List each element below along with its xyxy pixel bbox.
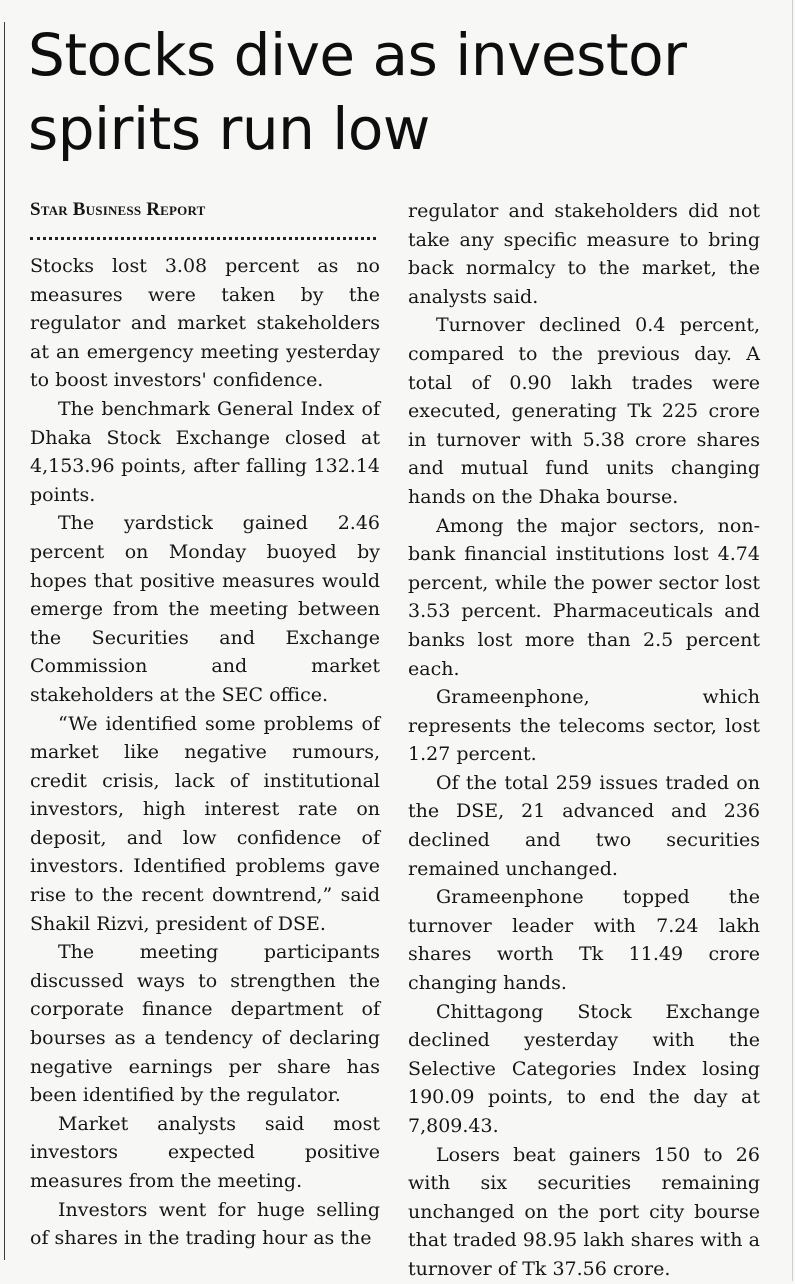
paragraph: Market analysts said most investors expected positive measures from the meeting. xyxy=(30,1112,380,1192)
paragraph: The yardstick gained 2.46 percent on Monday buoyed by hopes that positive measures would emerge from the meeting between the Securities and Exchange Commission and market stakeholders at the SEC office. xyxy=(30,512,380,706)
paragraph: Chittagong Stock Exchange declined yesterday with the Selective Categories Index losing 190.09 points, to end the day at 7,809.43. xyxy=(408,1000,760,1137)
paragraph: regulator and stakeholders did not take any specific measure to bring back normalcy to the market, the analysts said. xyxy=(408,200,760,308)
paragraph: Among the major sectors, non-bank financial institutions lost 4.74 percent, while the power sector lost 3.53 percent. Pharmaceuticals and banks lost more than 2.5 percent each. xyxy=(408,514,760,680)
byline-dotted-divider xyxy=(30,229,376,240)
byline: Star Business Report xyxy=(30,199,206,220)
paragraph: Grameenphone topped the turnover leader with 7.24 lakh shares worth Tk 11.49 crore changing hands. xyxy=(408,886,760,995)
paragraph: Grameenphone, which represents the telecoms sector, lost 1.27 percent. xyxy=(408,686,760,766)
paragraph: The benchmark General Index of Dhaka Stock Exchange closed at 4,153.96 points, after falling 132.14 points. xyxy=(30,397,380,506)
paragraph: Investors went for huge selling of shares in the trading hour as the xyxy=(30,1198,380,1250)
paragraph: The meeting participants discussed ways to strengthen the corporate finance department of bourses as a tendency of declaring negative earnings per share has been identified by the regulator. xyxy=(30,941,380,1107)
paragraph: Of the total 259 issues traded on the DSE, 21 advanced and 236 declined and two securities remained unchanged. xyxy=(408,771,760,880)
left-column xyxy=(30,197,380,1267)
paragraph: Losers beat gainers 150 to 26 with six securities remaining unchanged on the port city bourse that traded 98.95 lakh shares with a turnover of Tk 37.56 crore. xyxy=(408,1143,760,1280)
right-edge-rule xyxy=(792,0,793,1281)
paragraph: Stocks lost 3.08 percent as no measures were taken by the regulator and market stakeholders at an emergency meeting yesterday to boost investors' confidence. xyxy=(30,255,380,392)
headline: Stocks dive as investor spirits run low xyxy=(28,21,687,163)
right-column xyxy=(408,197,760,1280)
paragraph: Turnover declined 0.4 percent, compared to the previous day. A total of 0.90 lakh trades were executed, generating Tk 225 crore in turnover with 5.38 crore shares and mutual fund units changing hands on the Dhaka bourse. xyxy=(408,314,760,508)
left-column-rule xyxy=(4,22,5,1260)
paragraph: “We identified some problems of market like negative rumours, credit crisis, lack of institutional investors, high interest rate on deposit, and low confidence of investors. Identified problems gave rise to the recent downtrend,” said Shakil Rizvi, president of DSE. xyxy=(30,712,380,935)
